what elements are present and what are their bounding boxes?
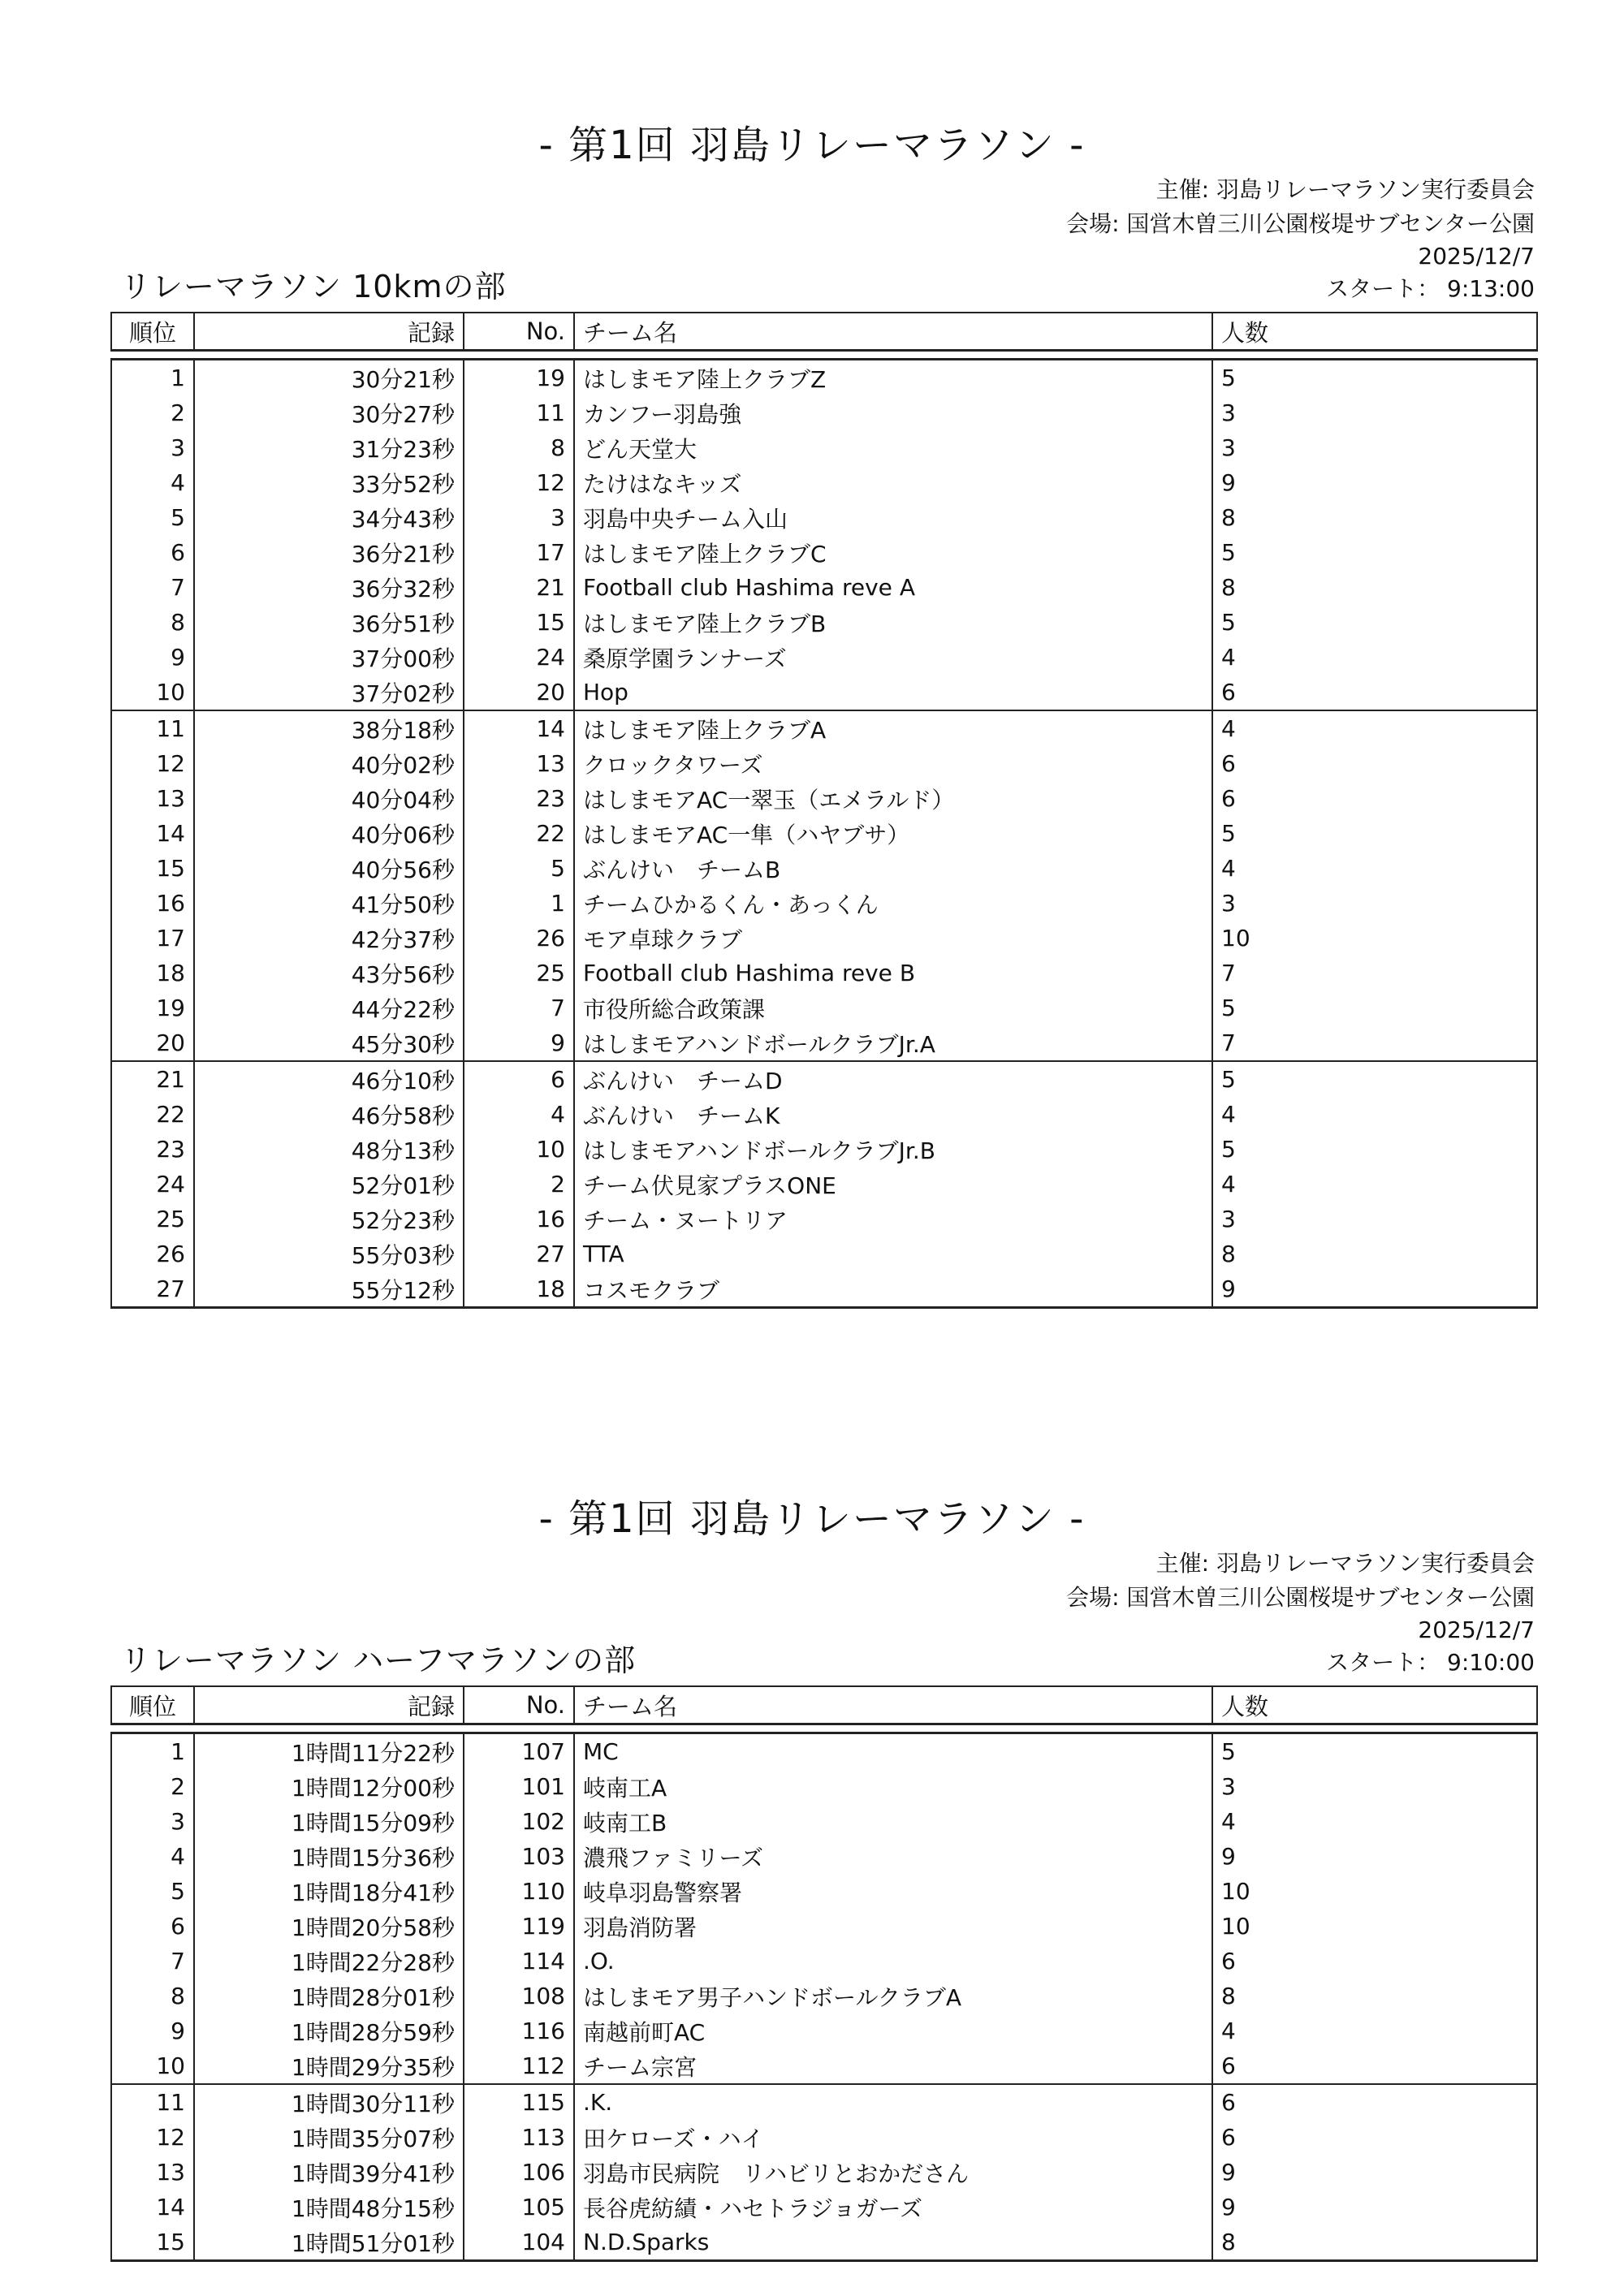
rank-cell: 10 [111,2048,194,2084]
time-cell: 1時間51分01秒 [194,2225,464,2261]
rank-cell: 6 [111,1909,194,1944]
team-cell: カンフー羽島強 [574,395,1212,430]
table-row [111,1769,1537,1804]
members-cell: 4 [1212,2013,1537,2048]
number-cell: 102 [464,1804,574,1839]
members-cell: 8 [1212,2225,1537,2261]
members-cell: 6 [1212,675,1537,710]
results-body [111,360,1537,1308]
rank-cell: 7 [111,570,194,605]
rank-cell: 9 [111,640,194,675]
time-cell: 42分37秒 [194,921,464,956]
table-row [111,675,1537,710]
number-cell: 114 [464,1944,574,1979]
time-cell: 40分06秒 [194,816,464,851]
number-cell: 8 [464,430,574,465]
members-cell: 6 [1212,2120,1537,2155]
members-cell: 5 [1212,990,1537,1025]
number-cell: 13 [464,746,574,781]
time-cell: 40分02秒 [194,746,464,781]
number-cell: 11 [464,395,574,430]
rank-cell: 11 [111,2084,194,2120]
number-cell: 21 [464,570,574,605]
number-cell: 4 [464,1097,574,1132]
rank-cell: 10 [111,675,194,710]
time-cell: 52分23秒 [194,1202,464,1236]
header-time: 記録 [194,1686,464,1724]
rank-cell: 21 [111,1061,194,1097]
number-cell: 110 [464,1874,574,1909]
header-number: No. [464,1686,574,1724]
number-cell: 6 [464,1061,574,1097]
team-cell: はしまモア陸上クラブB [574,605,1212,640]
table-row [111,1061,1537,1097]
table-row [111,640,1537,675]
table-row [111,2225,1537,2261]
table-row [111,1202,1537,1236]
team-cell: 濃飛ファミリーズ [574,1839,1212,1874]
rank-cell: 14 [111,2190,194,2225]
team-cell: N.D.Sparks [574,2225,1212,2261]
number-cell: 101 [464,1769,574,1804]
team-cell: 羽島消防署 [574,1909,1212,1944]
number-cell: 12 [464,465,574,500]
time-cell: 1時間15分09秒 [194,1804,464,1839]
table-row [111,360,1537,396]
table-row [111,2190,1537,2225]
team-cell: はしまモア陸上クラブA [574,710,1212,746]
team-cell: 長谷虎紡績・ハセトラジョガーズ [574,2190,1212,2225]
members-cell: 4 [1212,1167,1537,1202]
number-cell: 103 [464,1839,574,1874]
time-cell: 52分01秒 [194,1167,464,1202]
table-row [111,1167,1537,1202]
table-row [111,2084,1537,2120]
members-cell: 10 [1212,1874,1537,1909]
number-cell: 10 [464,1132,574,1167]
table-row [111,1874,1537,1909]
members-cell: 8 [1212,1236,1537,1271]
number-cell: 107 [464,1733,574,1770]
number-cell: 22 [464,816,574,851]
table-row [111,1132,1537,1167]
team-cell: ぶんけい チームB [574,851,1212,886]
number-cell: 27 [464,1236,574,1271]
number-cell: 15 [464,605,574,640]
rank-cell: 1 [111,1733,194,1770]
team-cell: .K. [574,2084,1212,2120]
time-cell: 43分56秒 [194,956,464,990]
members-cell: 3 [1212,1202,1537,1236]
results-table [110,1685,1538,2262]
header-team: チーム名 [574,313,1212,351]
rank-cell: 15 [111,2225,194,2261]
team-cell: 田ケローズ・ハイ [574,2120,1212,2155]
time-cell: 1時間12分00秒 [194,1769,464,1804]
rank-cell: 17 [111,921,194,956]
members-cell: 8 [1212,500,1537,535]
number-cell: 25 [464,956,574,990]
time-cell: 40分04秒 [194,781,464,816]
time-cell: 1時間48分15秒 [194,2190,464,2225]
time-cell: 36分51秒 [194,605,464,640]
rank-cell: 9 [111,2013,194,2048]
rank-cell: 22 [111,1097,194,1132]
members-cell: 6 [1212,2084,1537,2120]
organizer-text: 主催: 羽島リレーマラソン実行委員会 [1155,176,1535,203]
number-cell: 7 [464,990,574,1025]
number-cell: 112 [464,2048,574,2084]
members-cell: 4 [1212,1804,1537,1839]
time-cell: 1時間28分01秒 [194,1979,464,2013]
rank-cell: 16 [111,886,194,921]
table-header-row [111,1686,1537,1724]
header-rank: 順位 [111,313,194,351]
team-cell: はしまモア男子ハンドボールクラブA [574,1979,1212,2013]
number-cell: 1 [464,886,574,921]
rank-cell: 18 [111,956,194,990]
table-row [111,1979,1537,2013]
event-date: 2025/12/7 [1418,243,1535,270]
number-cell: 9 [464,1025,574,1061]
team-cell: チームひかるくん・あっくん [574,886,1212,921]
table-row [111,886,1537,921]
team-cell: コスモクラブ [574,1271,1212,1308]
time-cell: 30分21秒 [194,360,464,396]
table-row [111,710,1537,746]
time-cell: 1時間35分07秒 [194,2120,464,2155]
table-row [111,430,1537,465]
table-row [111,1097,1537,1132]
time-cell: 46分10秒 [194,1061,464,1097]
time-cell: 44分22秒 [194,990,464,1025]
table-row [111,1839,1537,1874]
members-cell: 3 [1212,886,1537,921]
rank-cell: 11 [111,710,194,746]
table-row [111,1236,1537,1271]
team-cell: 岐阜羽島警察署 [574,1874,1212,1909]
organizer-text: 主催: 羽島リレーマラソン実行委員会 [1155,1550,1535,1577]
team-cell: TTA [574,1236,1212,1271]
team-cell: Football club Hashima reve A [574,570,1212,605]
time-cell: 37分00秒 [194,640,464,675]
members-cell: 3 [1212,430,1537,465]
team-cell: 南越前町AC [574,2013,1212,2048]
table-row [111,1733,1537,1770]
rank-cell: 24 [111,1167,194,1202]
number-cell: 5 [464,851,574,886]
team-cell: Hop [574,675,1212,710]
members-cell: 10 [1212,921,1537,956]
table-row [111,2120,1537,2155]
time-cell: 31分23秒 [194,430,464,465]
number-cell: 115 [464,2084,574,2120]
number-cell: 26 [464,921,574,956]
members-cell: 7 [1212,1025,1537,1061]
members-cell: 4 [1212,640,1537,675]
table-row [111,500,1537,535]
table-row [111,921,1537,956]
team-cell: 市役所総合政策課 [574,990,1212,1025]
number-cell: 108 [464,1979,574,2013]
header-time: 記録 [194,313,464,351]
number-cell: 23 [464,781,574,816]
start-time: スタート： 9:10:00 [1326,1649,1535,1676]
members-cell: 10 [1212,1909,1537,1944]
members-cell: 8 [1212,570,1537,605]
table-row [111,990,1537,1025]
table-row [111,1804,1537,1839]
table-row [111,465,1537,500]
time-cell: 36分21秒 [194,535,464,570]
team-cell: はしまモアハンドボールクラブJr.B [574,1132,1212,1167]
table-row [111,781,1537,816]
team-cell: はしまモアハンドボールクラブJr.A [574,1025,1212,1061]
table-row [111,2155,1537,2190]
rank-cell: 13 [111,781,194,816]
number-cell: 116 [464,2013,574,2048]
venue-text: 会場: 国営木曽三川公園桜堤サブセンター公園 [1066,1584,1535,1611]
event-title: - 第1回 羽島リレーマラソン - [538,1496,1086,1542]
header-number: No. [464,313,574,351]
members-cell: 6 [1212,2048,1537,2084]
header-team: チーム名 [574,1686,1212,1724]
number-cell: 16 [464,1202,574,1236]
number-cell: 24 [464,640,574,675]
members-cell: 6 [1212,1944,1537,1979]
rank-cell: 20 [111,1025,194,1061]
rank-cell: 4 [111,1839,194,1874]
team-cell: .O. [574,1944,1212,1979]
rank-cell: 1 [111,360,194,396]
number-cell: 106 [464,2155,574,2190]
header-members: 人数 [1212,1686,1537,1724]
members-cell: 9 [1212,465,1537,500]
rank-cell: 2 [111,1769,194,1804]
rank-cell: 7 [111,1944,194,1979]
members-cell: 5 [1212,360,1537,396]
rank-cell: 8 [111,605,194,640]
team-cell: 羽島市民病院 リハビリとおかださん [574,2155,1212,2190]
members-cell: 4 [1212,710,1537,746]
number-cell: 19 [464,360,574,396]
members-cell: 9 [1212,2190,1537,2225]
rank-cell: 27 [111,1271,194,1308]
team-cell: はしまモア陸上クラブC [574,535,1212,570]
table-row [111,956,1537,990]
team-cell: MC [574,1733,1212,1770]
rank-cell: 12 [111,2120,194,2155]
rank-cell: 8 [111,1979,194,2013]
team-cell: 羽島中央チーム入山 [574,500,1212,535]
team-cell: クロックタワーズ [574,746,1212,781]
results-body [111,1733,1537,2261]
number-cell: 104 [464,2225,574,2261]
time-cell: 41分50秒 [194,886,464,921]
table-row [111,816,1537,851]
rank-cell: 15 [111,851,194,886]
members-cell: 3 [1212,1769,1537,1804]
members-cell: 5 [1212,1733,1537,1770]
members-cell: 5 [1212,605,1537,640]
members-cell: 6 [1212,746,1537,781]
rank-cell: 12 [111,746,194,781]
table-row [111,1909,1537,1944]
time-cell: 30分27秒 [194,395,464,430]
number-cell: 2 [464,1167,574,1202]
time-cell: 1時間20分58秒 [194,1909,464,1944]
rank-cell: 4 [111,465,194,500]
members-cell: 9 [1212,2155,1537,2190]
division-title: リレーマラソン ハーフマラソンの部 [120,1642,637,1678]
time-cell: 46分58秒 [194,1097,464,1132]
time-cell: 1時間15分36秒 [194,1839,464,1874]
time-cell: 55分12秒 [194,1271,464,1308]
team-cell: はしまモア陸上クラブZ [574,360,1212,396]
results-table [110,312,1538,1309]
team-cell: はしまモアAC一隼（ハヤブサ） [574,816,1212,851]
table-row [111,395,1537,430]
members-cell: 8 [1212,1979,1537,2013]
rank-cell: 2 [111,395,194,430]
number-cell: 3 [464,500,574,535]
table-row [111,2048,1537,2084]
time-cell: 1時間29分35秒 [194,2048,464,2084]
team-cell: はしまモアAC一翠玉（エメラルド） [574,781,1212,816]
rank-cell: 5 [111,1874,194,1909]
table-row [111,746,1537,781]
time-cell: 33分52秒 [194,465,464,500]
rank-cell: 23 [111,1132,194,1167]
rank-cell: 19 [111,990,194,1025]
members-cell: 5 [1212,535,1537,570]
team-cell: 岐南工B [574,1804,1212,1839]
venue-text: 会場: 国営木曽三川公園桜堤サブセンター公園 [1066,210,1535,237]
team-cell: ぶんけい チームD [574,1061,1212,1097]
number-cell: 18 [464,1271,574,1308]
event-title: - 第1回 羽島リレーマラソン - [538,123,1086,168]
header-rank: 順位 [111,1686,194,1724]
time-cell: 34分43秒 [194,500,464,535]
team-cell: チーム・ヌートリア [574,1202,1212,1236]
members-cell: 9 [1212,1839,1537,1874]
team-cell: どん天堂大 [574,430,1212,465]
team-cell: ぶんけい チームK [574,1097,1212,1132]
time-cell: 38分18秒 [194,710,464,746]
table-row [111,851,1537,886]
table-row [111,2013,1537,2048]
time-cell: 45分30秒 [194,1025,464,1061]
number-cell: 119 [464,1909,574,1944]
division-title: リレーマラソン 10kmの部 [120,269,507,304]
members-cell: 5 [1212,1061,1537,1097]
members-cell: 9 [1212,1271,1537,1308]
rank-cell: 3 [111,1804,194,1839]
number-cell: 105 [464,2190,574,2225]
members-cell: 4 [1212,1097,1537,1132]
table-row [111,1271,1537,1308]
time-cell: 1時間18分41秒 [194,1874,464,1909]
rank-cell: 26 [111,1236,194,1271]
rank-cell: 14 [111,816,194,851]
members-cell: 7 [1212,956,1537,990]
members-cell: 3 [1212,395,1537,430]
rank-cell: 5 [111,500,194,535]
time-cell: 1時間30分11秒 [194,2084,464,2120]
number-cell: 20 [464,675,574,710]
rank-cell: 13 [111,2155,194,2190]
rank-cell: 3 [111,430,194,465]
team-cell: チーム宗宮 [574,2048,1212,2084]
time-cell: 36分32秒 [194,570,464,605]
number-cell: 113 [464,2120,574,2155]
table-row [111,1944,1537,1979]
time-cell: 1時間28分59秒 [194,2013,464,2048]
members-cell: 4 [1212,851,1537,886]
table-row [111,570,1537,605]
members-cell: 5 [1212,816,1537,851]
event-date: 2025/12/7 [1418,1616,1535,1643]
number-cell: 17 [464,535,574,570]
team-cell: 桑原学園ランナーズ [574,640,1212,675]
team-cell: 岐南工A [574,1769,1212,1804]
time-cell: 1時間11分22秒 [194,1733,464,1770]
time-cell: 55分03秒 [194,1236,464,1271]
time-cell: 37分02秒 [194,675,464,710]
time-cell: 1時間22分28秒 [194,1944,464,1979]
start-time: スタート： 9:13:00 [1326,275,1535,302]
members-cell: 6 [1212,781,1537,816]
table-row [111,1025,1537,1061]
rank-cell: 6 [111,535,194,570]
members-cell: 5 [1212,1132,1537,1167]
team-cell: たけはなキッズ [574,465,1212,500]
table-header-row [111,313,1537,351]
header-members: 人数 [1212,313,1537,351]
time-cell: 48分13秒 [194,1132,464,1167]
table-row [111,535,1537,570]
time-cell: 1時間39分41秒 [194,2155,464,2190]
number-cell: 14 [464,710,574,746]
time-cell: 40分56秒 [194,851,464,886]
team-cell: Football club Hashima reve B [574,956,1212,990]
rank-cell: 25 [111,1202,194,1236]
table-row [111,605,1537,640]
team-cell: チーム伏見家プラスONE [574,1167,1212,1202]
team-cell: モア卓球クラブ [574,921,1212,956]
